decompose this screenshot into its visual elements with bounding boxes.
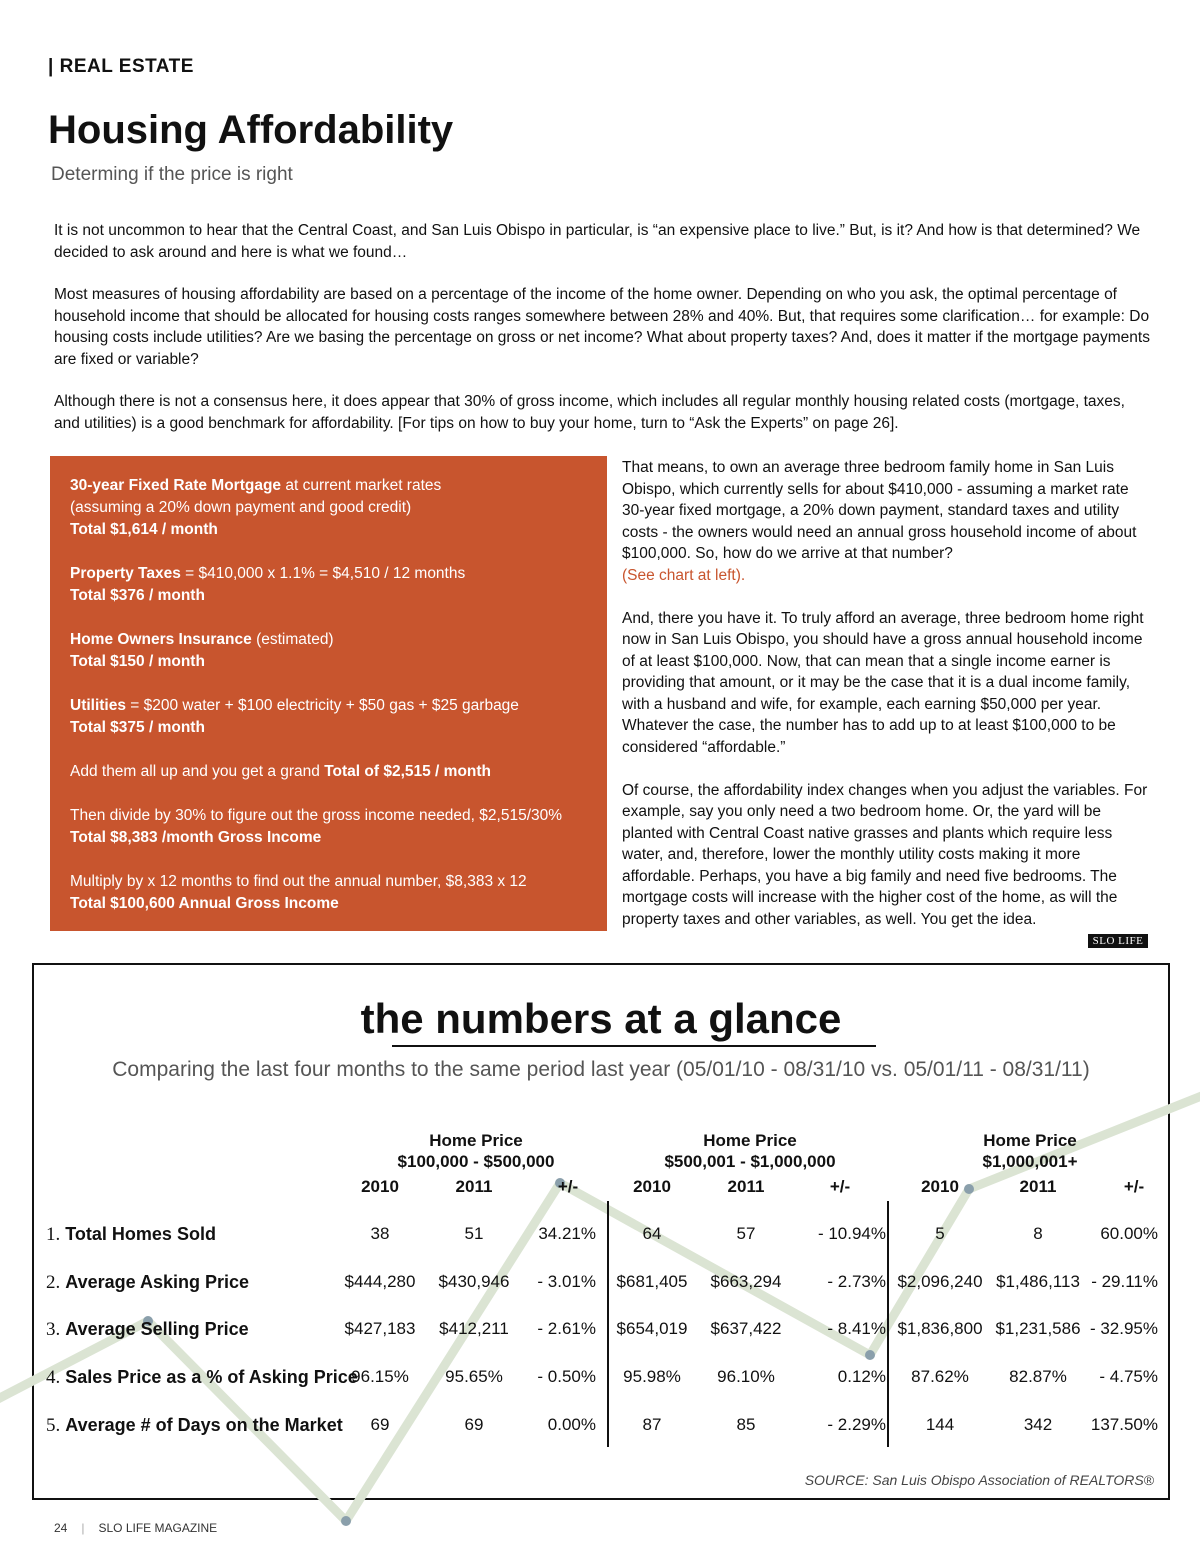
- table-cell: $2,096,240: [897, 1272, 983, 1291]
- magazine-name: SLO LIFE MAGAZINE: [98, 1521, 218, 1535]
- slo-life-badge: SLO LIFE: [1088, 934, 1148, 948]
- divide-item: Then divide by 30% to figure out the gross income needed, $2,515/30% Total $8,383 /month Gross Income: [70, 807, 563, 846]
- table-cell: - 10.94%: [817, 1224, 886, 1243]
- table-cell: 0.00%: [547, 1415, 596, 1434]
- column-header: 2011: [455, 1177, 493, 1196]
- insurance-item: Home Owners Insurance (estimated) Total $150 / month: [70, 631, 334, 670]
- intro-paragraph: It is not uncommon to hear that the Central Coast, and San Luis Obispo in particular, is “an expensive place to live.” But, is it? And how is that determined? We decided to ask around and here is what we found…: [54, 222, 1141, 261]
- page-title: Housing Affordability: [48, 108, 454, 152]
- row-label: 2. Average Asking Price: [46, 1272, 250, 1293]
- table-cell: - 4.75%: [1099, 1367, 1158, 1386]
- title-underline: [392, 1045, 876, 1047]
- mortgage-item: 30-year Fixed Rate Mortgage at current market rates (assuming a 20% down payment and good credit) Total $1,614 / month: [70, 477, 442, 538]
- column-header: 2011: [1019, 1177, 1057, 1196]
- table-cell: 96.10%: [717, 1367, 775, 1386]
- table-cell: 8: [1033, 1224, 1043, 1243]
- utilities-item: Utilities = $200 water + $100 electricity + $50 gas + $25 garbage Total $375 / month: [70, 697, 519, 736]
- group-header-high: Home Price $1,000,001+: [982, 1131, 1078, 1171]
- table-cell: $1,486,113: [996, 1272, 1080, 1291]
- column-divider: [887, 1201, 889, 1447]
- table-cell: 95.98%: [623, 1367, 681, 1386]
- cost-breakdown-box: [50, 456, 607, 931]
- column-header: 2011: [727, 1177, 765, 1196]
- table-cell: $412,211: [439, 1319, 509, 1338]
- table-cell: 64: [642, 1224, 662, 1243]
- column-header: 2010: [361, 1177, 399, 1196]
- table-cell: 51: [464, 1224, 484, 1243]
- intro-text: [54, 220, 1154, 455]
- right-paragraph: And, there you have it. To truly afford an average, three bedroom home right now in San Luis Obispo, you should have a gross annual household income of at least $100,000. Now, that can mean that a single income earner is providing that amount, or it may be the case that it is a dual income family, with a husband and wife, for example, each earning $50,000 per year. Whatever the case, the number has to add up to at least $100,000 to be considered “affordable.”: [622, 609, 1144, 756]
- table-cell: $1,836,800: [897, 1319, 983, 1338]
- page-number: 24: [54, 1521, 68, 1535]
- table-cell: - 2.29%: [827, 1415, 886, 1434]
- table-cell: 144: [925, 1415, 955, 1434]
- table-cell: - 2.61%: [537, 1319, 596, 1338]
- intro-paragraph: Most measures of housing affordability are based on a percentage of the income of the home owner. Depending on who you ask, the optimal percentage of household income that should be allocated for housing costs ranges somewhere between 28% and 40%. But, that requires some clarification… for example: Do housing costs include utilities? Are we basing the percentage on gross or net income? What about property taxes? And, does it matter if the mortgage payments are fixed or variable?: [54, 286, 1150, 368]
- table-cell: $444,280: [344, 1272, 416, 1291]
- table-cell: 342: [1023, 1415, 1053, 1434]
- page-footer: 24 | SLO LIFE MAGAZINE: [54, 1521, 218, 1535]
- right-paragraph: Of course, the affordability index changes when you adjust the variables. For example, say you only need a two bedroom home. Or, the yard will be planted with Central Coast native grasses and plants which require less water, and, therefore, lower the monthly utility costs making it more affordable. Perhaps, you have a big family and need five bedrooms. The mortgage costs will increase with the higher cost of the home, as will the property taxes and other variables, as well. You get the idea.: [622, 781, 1148, 928]
- numbers-at-a-glance-panel: [32, 963, 1170, 1500]
- table-cell: 57: [736, 1224, 756, 1243]
- intro-paragraph: Although there is not a consensus here, it does appear that 30% of gross income, which includes all regular monthly housing related costs (mortgage, taxes, and utilities) is a good benchmark for affordability. [For tips on how to buy your home, turn to “Ask the Experts” on page 26].: [54, 393, 1125, 432]
- page-subtitle: Determing if the price is right: [51, 164, 293, 185]
- table-cell: - 0.50%: [537, 1367, 596, 1386]
- table-cell: $681,405: [616, 1272, 688, 1291]
- table-cell: $654,019: [616, 1319, 688, 1338]
- group-header-low: Home Price $100,000 - $500,000: [397, 1131, 555, 1171]
- table-cell: - 3.01%: [537, 1272, 596, 1291]
- table-cell: - 32.95%: [1089, 1319, 1158, 1338]
- table-cell: 87: [642, 1415, 662, 1434]
- row-label: 1. Total Homes Sold: [46, 1224, 216, 1245]
- right-paragraph: That means, to own an average three bedroom family home in San Luis Obispo, which currently sells for about $410,000 - assuming a market rate 30-year fixed mortgage, a 20% down payment, standard taxes and utility costs - the owners would need an annual gross household income of about $100,000. So, how do we arrive at that number? (See chart at left).: [622, 459, 1137, 584]
- right-column-text: [622, 457, 1152, 952]
- row-label: 3. Average Selling Price: [46, 1319, 249, 1340]
- table-cell: 69: [370, 1415, 390, 1434]
- tax-item: Property Taxes = $410,000 x 1.1% = $4,510 / 12 months Total $376 / month: [70, 565, 466, 604]
- grand-total-item: Add them all up and you get a grand Total of $2,515 / month: [70, 763, 492, 780]
- glance-title: the numbers at a glance: [360, 995, 842, 1042]
- row-label: 5. Average # of Days on the Market: [46, 1415, 343, 1436]
- table-cell: $637,422: [710, 1319, 782, 1338]
- table-cell: 0.12%: [837, 1367, 886, 1386]
- table-cell: $427,183: [344, 1319, 416, 1338]
- table-cell: 96.15%: [351, 1367, 409, 1386]
- table-cell: 82.87%: [1009, 1367, 1067, 1386]
- table-cell: $430,946: [438, 1272, 510, 1291]
- table-cell: $663,294: [710, 1272, 782, 1291]
- table-cell: 34.21%: [538, 1224, 596, 1243]
- table-cell: 60.00%: [1100, 1224, 1158, 1243]
- table-cell: - 29.11%: [1091, 1272, 1158, 1291]
- column-header: 2010: [633, 1177, 671, 1196]
- table-cell: 137.50%: [1090, 1415, 1158, 1434]
- table-cell: 38: [370, 1224, 390, 1243]
- table-cell: 87.62%: [911, 1367, 969, 1386]
- multiply-item: Multiply by x 12 months to find out the annual number, $8,383 x 12 Total $100,600 Annual Gross Income: [70, 873, 527, 912]
- table-cell: - 2.73%: [827, 1272, 886, 1291]
- table-cell: $1,231,586: [995, 1319, 1081, 1338]
- table-cell: 5: [935, 1224, 945, 1243]
- column-header: 2010: [921, 1177, 959, 1196]
- group-header-mid: Home Price $500,001 - $1,000,000: [664, 1131, 836, 1171]
- column-header: +/-: [557, 1177, 579, 1196]
- glance-subtitle: Comparing the last four months to the same period last year (05/01/10 - 08/31/10 vs. 05/01/11 - 08/31/11): [112, 1058, 1090, 1081]
- table-cell: - 8.41%: [827, 1319, 886, 1338]
- section-tag: | REAL ESTATE: [48, 56, 194, 77]
- column-header: +/-: [1123, 1177, 1145, 1196]
- section-label: REAL ESTATE: [59, 56, 194, 77]
- column-header: +/-: [829, 1177, 851, 1196]
- source-note: SOURCE: San Luis Obispo Association of REALTORS®: [804, 1472, 1154, 1488]
- column-divider: [607, 1201, 609, 1447]
- table-cell: 69: [464, 1415, 484, 1434]
- see-chart-link: (See chart at left).: [622, 566, 746, 584]
- row-label: 4. Sales Price as a % of Asking Price: [46, 1367, 358, 1388]
- table-cell: 85: [736, 1415, 756, 1434]
- table-cell: 95.65%: [445, 1367, 503, 1386]
